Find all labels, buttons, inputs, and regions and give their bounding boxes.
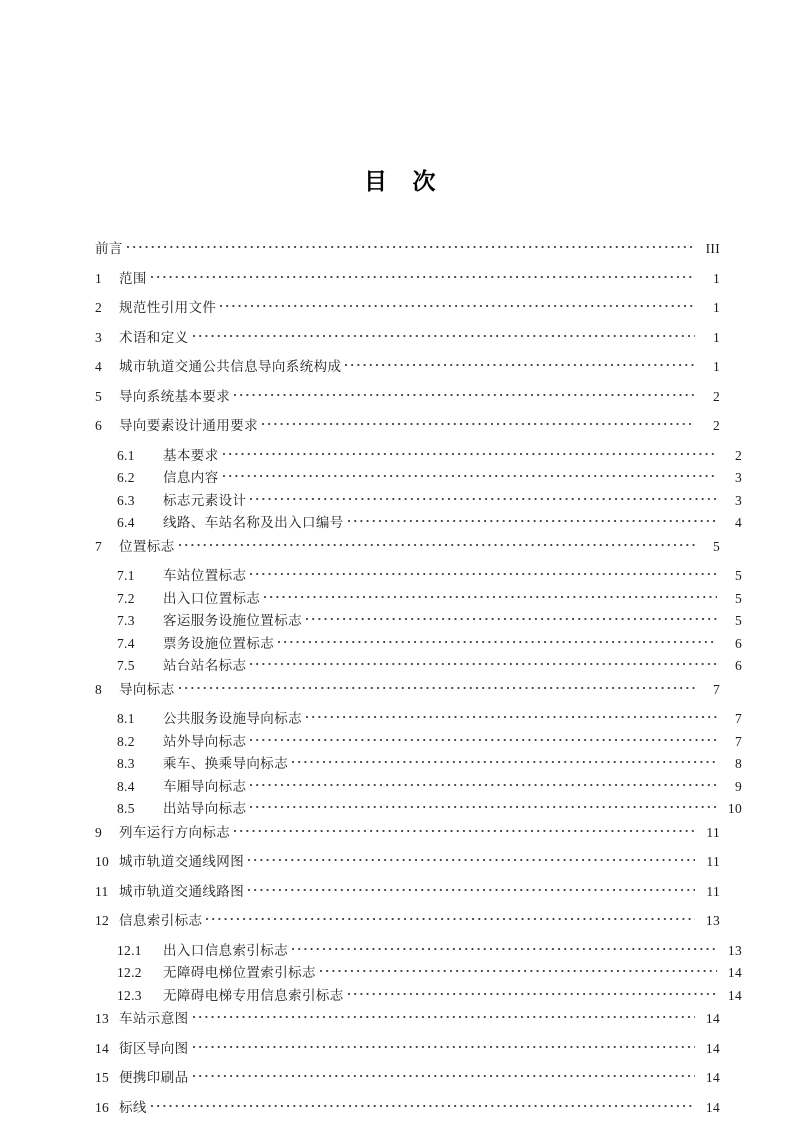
toc-entry-number: 12.1 [117,942,142,958]
toc-entry-number: 7.2 [117,590,135,606]
toc-entry-page-number: 5 [734,568,742,583]
toc-entry[interactable] [95,1010,720,1027]
toc-entry-number: 10 [95,854,110,869]
toc-entry[interactable] [95,883,720,900]
toc-entry[interactable] [95,942,742,959]
toc-entry-number: 7 [95,538,103,554]
toc-entry-label: 街区导向图 [119,1040,189,1057]
toc-entry-number: 11 [95,883,109,899]
toc-entry-page-number: 1 [712,300,720,315]
toc-entry-page-number: 5 [734,590,742,606]
toc-entry-page-number: 7 [734,711,742,726]
toc-entry[interactable] [95,299,720,316]
toc-entry-number: 16 [95,1099,110,1115]
toc-entry-label: 车厢导向标志 [163,778,247,795]
toc-entry-label: 导向要素设计通用要求 [119,418,258,434]
toc-leader-dots [193,1008,696,1021]
toc-entry-number: 1 [95,270,103,286]
toc-entry[interactable] [95,492,742,509]
toc-entry-page-number: 1 [712,359,720,374]
toc-entry-number: 2 [95,300,103,315]
toc-leader-dots [250,731,717,744]
toc-entry-page-number: 5 [734,613,742,628]
toc-entry[interactable] [95,778,742,795]
toc-entry[interactable] [95,270,720,287]
toc-entry-label: 范围 [119,270,147,287]
toc-entry[interactable] [95,912,720,929]
toc-entry-label: 便携印刷品 [119,1070,189,1086]
toc-entry-label: 客运服务设施位置标志 [163,613,302,629]
toc-entry[interactable] [95,755,742,772]
toc-entry-label: 出站导向标志 [163,801,247,817]
toc-leader-dots [292,940,717,953]
toc-entry-page-number: 4 [734,515,742,530]
toc-entry[interactable] [95,447,742,464]
toc-leader-dots [127,238,695,251]
toc-entry-number: 8.5 [117,801,135,816]
toc-entry-page-number: III [705,241,720,256]
toc-leader-dots [193,327,696,340]
toc-entry-label: 列车运行方向标志 [119,824,231,841]
toc-entry[interactable] [95,853,720,870]
toc-entry-page-number: 14 [705,1070,720,1085]
toc-entry-label: 标线 [119,1099,147,1116]
toc-entry-label: 出入口位置标志 [163,590,261,607]
toc-leader-dots [250,565,717,578]
toc-leader-dots [345,356,695,369]
toc-leader-dots [250,776,717,789]
toc-entry-label: 信息索引标志 [119,913,203,929]
toc-entry-label: 术语和定义 [119,329,189,346]
toc-entry-label: 信息内容 [163,470,219,486]
toc-entry-number: 13 [95,1011,110,1026]
toc-entry-label: 出入口信息索引标志 [163,942,289,959]
toc-entry-number: 7.1 [117,568,135,583]
toc-leader-dots [179,679,695,692]
toc-entry-label: 城市轨道交通线路图 [119,883,245,900]
toc-leader-dots [320,962,717,975]
toc-entry-label: 基本要求 [163,447,219,464]
toc-entry-number: 7.3 [117,613,135,628]
toc-leader-dots [306,610,717,623]
toc-entry-number: 12.2 [117,965,142,980]
toc-entry[interactable] [95,1040,720,1057]
toc-entry-number: 8 [95,681,103,697]
toc-entry-page-number: 1 [712,329,720,345]
toc-leader-dots [250,490,717,503]
toc-entry-page-number: 13 [727,942,742,958]
toc-entry-label: 站外导向标志 [163,733,247,750]
toc-entry-number: 6.3 [117,492,135,508]
toc-entry-label: 导向系统基本要求 [119,388,231,405]
toc-entry[interactable] [95,469,742,486]
toc-entry-page-number: 2 [712,388,720,404]
toc-entry[interactable] [95,710,742,727]
table-of-contents [95,240,742,1128]
toc-entry-page-number: 2 [712,418,720,433]
toc-leader-dots [234,386,695,399]
toc-entry-page-number: 14 [705,1099,720,1115]
toc-entry[interactable] [95,1099,720,1116]
toc-entry-number: 8.4 [117,778,135,794]
toc-entry-page-number: 7 [734,733,742,749]
toc-entry-number: 14 [95,1040,110,1056]
toc-entry-label: 无障碍电梯位置索引标志 [163,965,316,981]
toc-entry-page-number: 8 [734,756,742,771]
toc-entry-label: 位置标志 [119,538,175,555]
toc-leader-dots [223,467,717,480]
toc-entry-number: 4 [95,359,103,374]
toc-entry[interactable] [95,329,720,346]
toc-entry[interactable] [95,417,720,434]
toc-entry[interactable] [95,635,742,652]
toc-leader-dots [193,1067,696,1080]
toc-entry-number: 3 [95,329,103,345]
toc-entry-page-number: 14 [705,1011,720,1026]
toc-entry-number: 12 [95,913,110,928]
toc-entry-page-number: 7 [712,681,720,697]
toc-entry[interactable] [95,358,720,375]
toc-entry-label: 城市轨道交通公共信息导向系统构成 [119,359,342,375]
toc-entry-label: 规范性引用文件 [119,300,217,316]
toc-entry[interactable] [95,388,720,405]
toc-leader-dots [206,910,695,923]
toc-leader-dots [348,512,717,525]
toc-entry-page-number: 14 [705,1040,720,1056]
toc-entry-number: 6 [95,418,103,433]
toc-entry-page-number: 14 [727,965,742,980]
toc-entry-label: 站台站名标志 [163,658,247,674]
toc-entry-page-number: 3 [734,470,742,485]
toc-leader-dots [248,851,695,864]
toc-entry-page-number: 6 [734,658,742,673]
toc-entry-page-number: 14 [727,987,742,1003]
toc-entry-number: 9 [95,824,103,840]
toc-leader-dots [262,415,695,428]
toc-entry-label: 标志元素设计 [163,492,247,509]
toc-entry[interactable] [95,538,720,555]
toc-entry-label: 城市轨道交通线网图 [119,854,245,870]
toc-entry[interactable] [95,514,742,531]
toc-entry-label: 车站示意图 [119,1011,189,1027]
toc-entry-page-number: 13 [705,913,720,928]
toc-entry-label: 车站位置标志 [163,568,247,584]
toc-leader-dots [292,753,717,766]
toc-leader-dots [248,881,695,894]
toc-entry-number: 6.2 [117,470,135,485]
toc-entry[interactable] [95,800,742,817]
toc-leader-dots [193,1038,696,1051]
toc-entry[interactable] [95,240,720,257]
toc-entry-label: 无障碍电梯专用信息索引标志 [163,987,344,1004]
toc-entry[interactable] [95,964,742,981]
toc-entry-page-number: 11 [706,883,720,899]
toc-entry-number: 6.1 [117,447,135,463]
toc-entry-page-number: 2 [734,447,742,463]
toc-entry[interactable] [95,567,742,584]
toc-leader-dots [179,536,695,549]
toc-entry[interactable] [95,1069,720,1086]
toc-entry-number: 12.3 [117,987,142,1003]
toc-entry[interactable] [95,824,720,841]
toc-entry-label: 前言 [95,241,123,257]
toc-entry-page-number: 11 [706,824,720,840]
toc-leader-dots [220,297,695,310]
toc-entry[interactable] [95,590,742,607]
toc-entry[interactable] [95,733,742,750]
toc-entry-label: 导向标志 [119,681,175,698]
toc-entry-page-number: 3 [734,492,742,508]
toc-leader-dots [151,1097,695,1110]
toc-entry-label: 公共服务设施导向标志 [163,711,302,727]
toc-entry-page-number: 11 [706,854,720,869]
toc-leader-dots [306,708,717,721]
toc-entry-number: 5 [95,388,103,404]
toc-entry-number: 15 [95,1070,110,1085]
toc-leader-dots [348,985,717,998]
toc-entry[interactable] [95,657,742,674]
toc-entry[interactable] [95,681,720,698]
toc-leader-dots [234,822,695,835]
toc-entry-number: 8.3 [117,756,135,771]
toc-leader-dots [250,655,717,668]
toc-entry[interactable] [95,612,742,629]
toc-entry-page-number: 10 [727,801,742,816]
toc-entry[interactable] [95,987,742,1004]
toc-entry-page-number: 5 [712,538,720,554]
page-title: 目 次 [364,169,436,194]
toc-entry-page-number: 6 [734,635,742,651]
toc-leader-dots [264,588,717,601]
toc-entry-label: 票务设施位置标志 [163,635,275,652]
toc-entry-label: 乘车、换乘导向标志 [163,756,289,772]
toc-entry-label: 线路、车站名称及出入口编号 [163,515,344,531]
toc-leader-dots [278,633,717,646]
toc-entry-number: 8.2 [117,733,135,749]
toc-entry-number: 6.4 [117,515,135,530]
toc-leader-dots [151,268,695,281]
toc-leader-dots [223,445,717,458]
toc-entry-number: 7.4 [117,635,135,651]
toc-entry-number: 7.5 [117,658,135,673]
toc-leader-dots [250,798,717,811]
toc-entry-page-number: 1 [712,270,720,286]
toc-entry-page-number: 9 [734,778,742,794]
toc-entry-number: 8.1 [117,711,135,726]
